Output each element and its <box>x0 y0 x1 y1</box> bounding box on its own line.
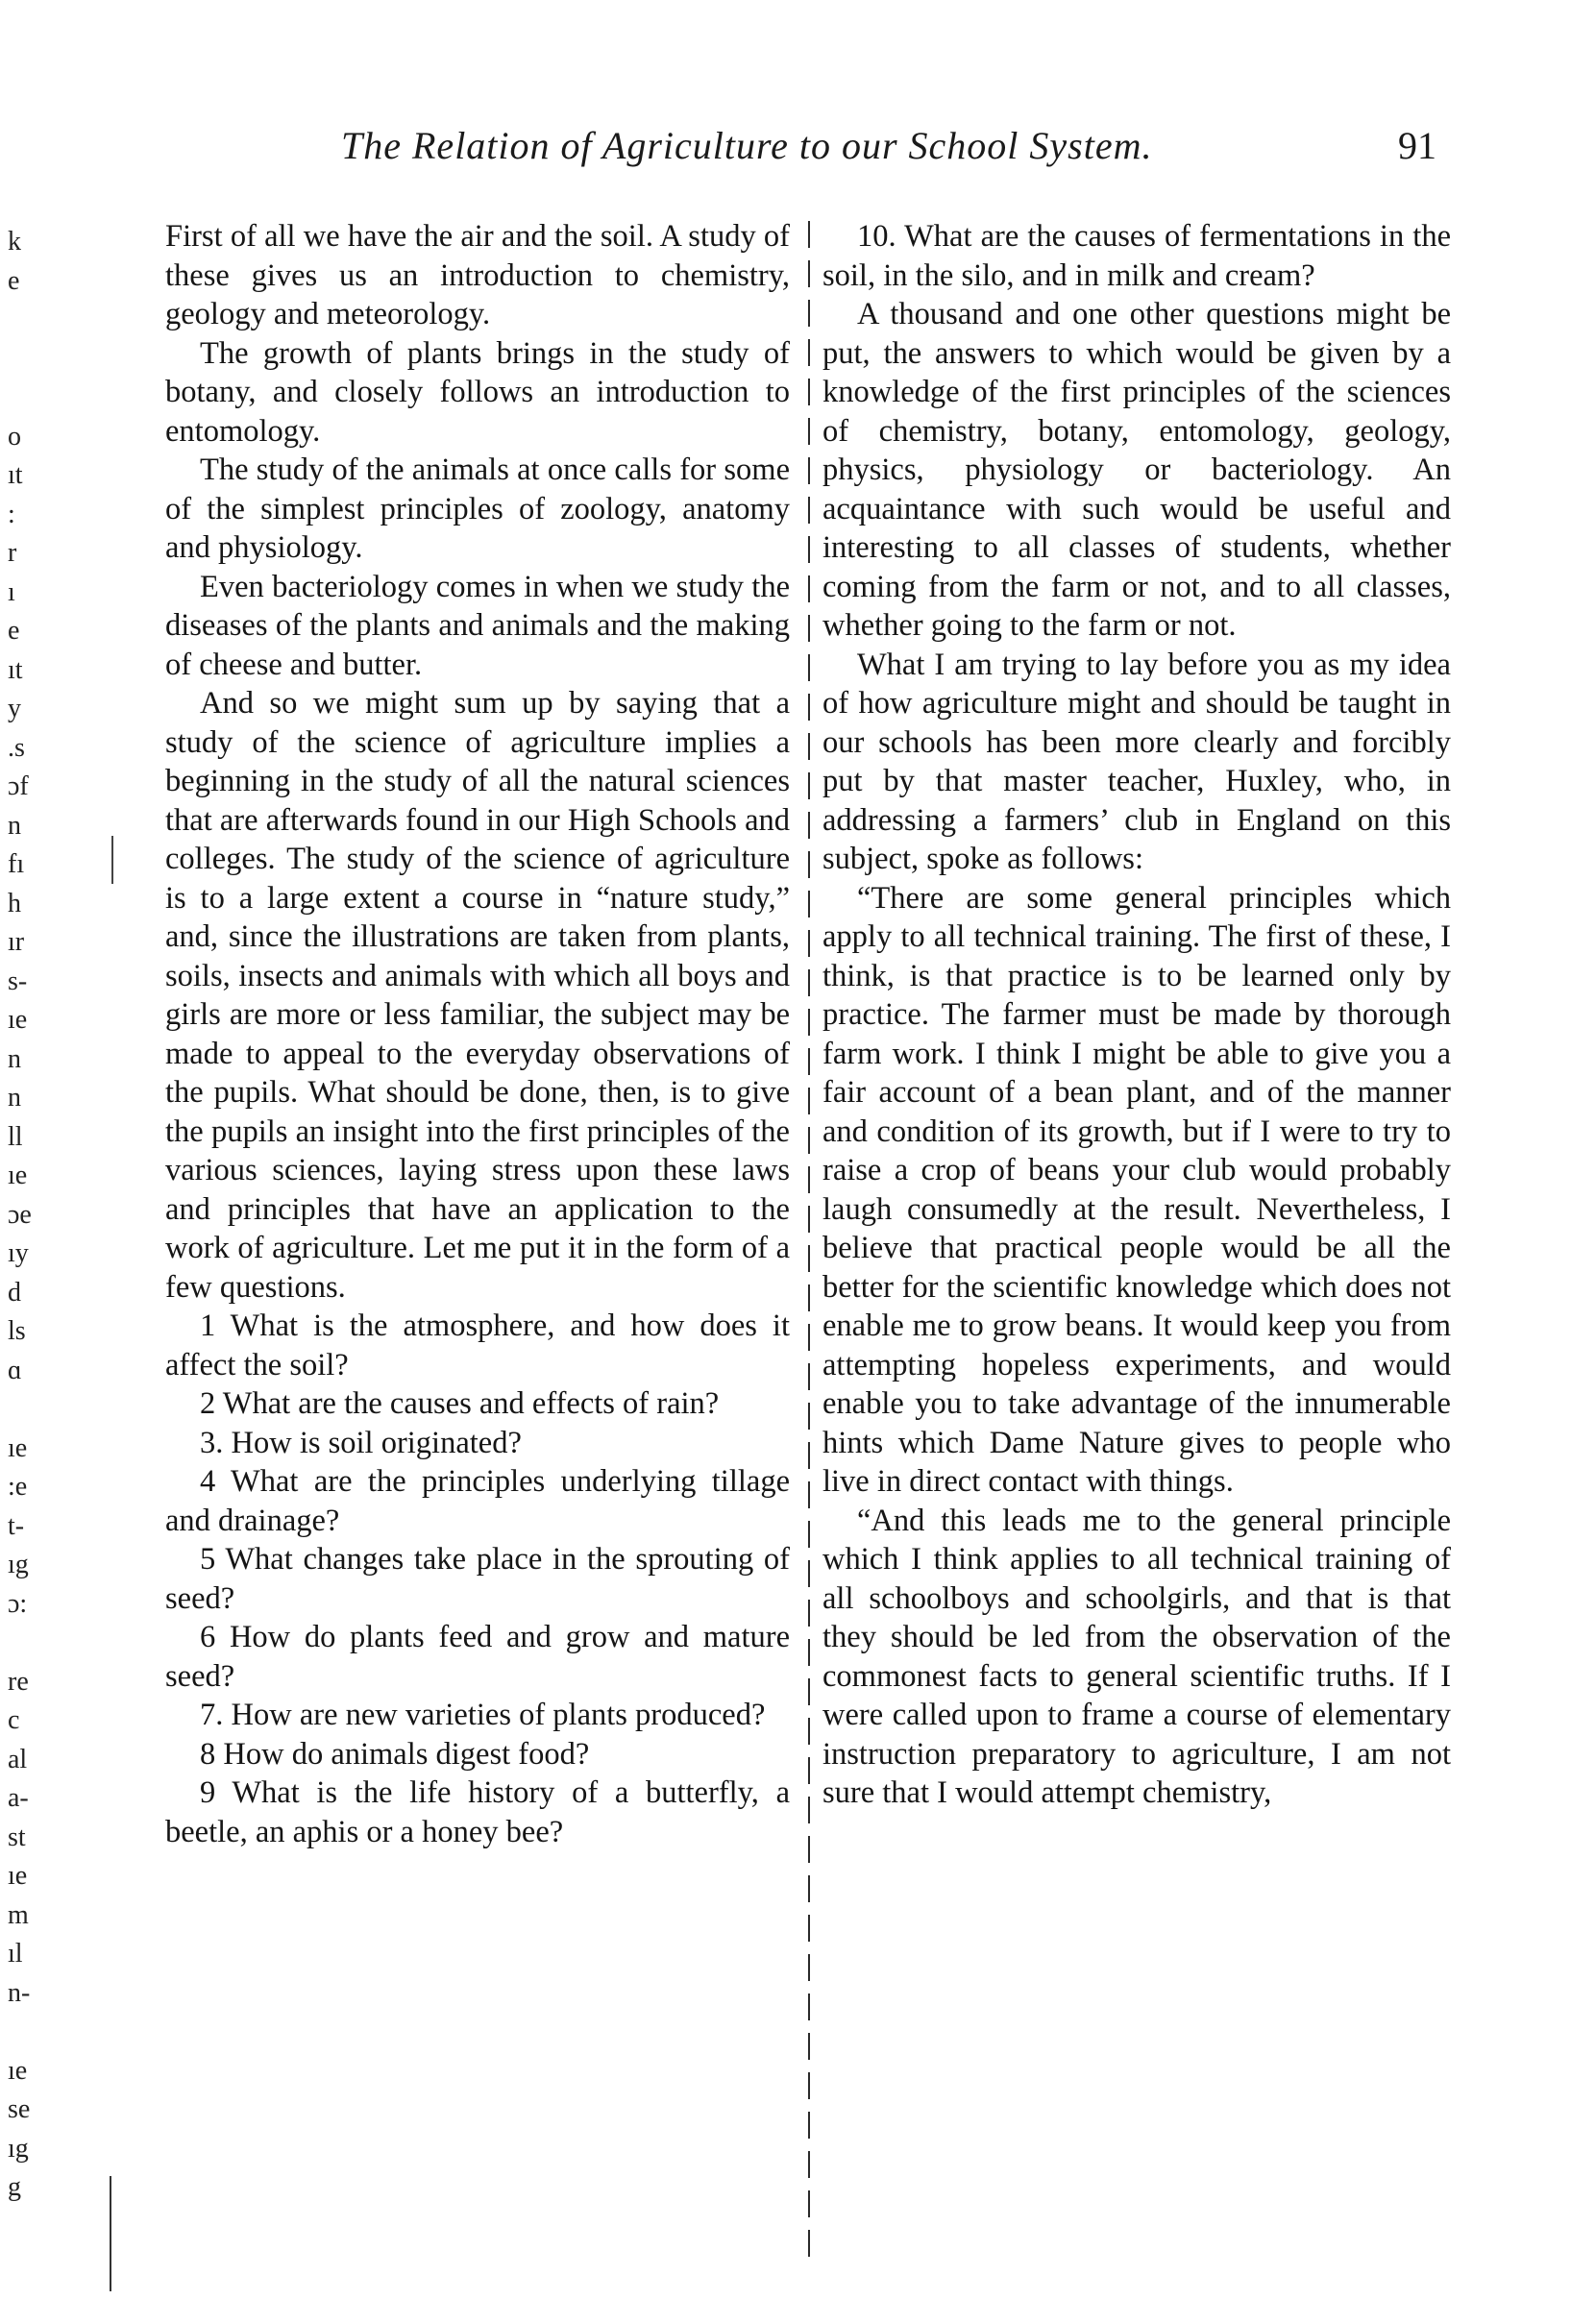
question-item: 3. How is soil originated? <box>200 1425 522 1460</box>
left-column <box>165 217 790 1851</box>
question-item: 6 How do plants feed and grow and mature seed? <box>165 1620 790 1694</box>
margin-fragment <box>8 2013 94 2052</box>
margin-fragment: : <box>8 499 15 529</box>
margin-fragment: ɑ <box>8 1355 22 1385</box>
quotation: “There are some general principles which apply to all technical training. The first of these, I think, is that practice is to be learned only by practice. The farmer must be made by thorough farm work. I think I might be able to give you a fair account of a bean plant, and of the manner and condition of its growth, but if I were to try to raise a crop of beans your club would probably laugh consumedly at the result. Nevertheless, I believe that practical people would be all the better for the scientific knowledge which does not enable me to grow beans. It would keep you from attempting hopeless experiments, and would enable you to take advantage of the innumerable hints which Dame Nature gives to people who live in direct contact with things. <box>822 880 1451 1499</box>
margin-fragment: o <box>8 421 21 452</box>
margin-fragment: c <box>8 1705 20 1735</box>
margin-fragment: re <box>8 1666 29 1697</box>
running-title: The Relation of Agriculture to our School System. <box>341 124 1153 167</box>
question-item: 5 What changes take place in the sprouting of seed? <box>165 1542 790 1616</box>
margin-fragment <box>8 301 94 340</box>
paragraph: And so we might sum up by saying that a study of the science of agriculture implies a beginning in the study of all the natural sciences that are afterwards found in our High Schools and colleges. The study of the science of agriculture is to a large extent a course in “nature study,” and, since the illustrations are taken from plants, soils, insects and animals with which all boys and girls are more or less familiar, the subject may be made to appeal to the everyday observations of the pupils. What should be done, then, is to give the pupils an insight into the first principles of the various sciences, laying stress upon these laws and principles that have an application to the work of agriculture. Let me put it in the form of a few questions. <box>165 686 790 1305</box>
paragraph: The growth of plants brings in the study of botany, and closely follows an introduction to entomology. <box>165 335 790 449</box>
margin-fragment: ıg <box>8 2133 29 2164</box>
margin-fragment <box>8 1390 94 1430</box>
margin-fragment: a- <box>8 1783 29 1813</box>
margin-fragment: ɔ: <box>8 1588 28 1619</box>
margin-fragment: ıe <box>8 2055 28 2086</box>
question-item: 4 What are the principles underlying tillage and drainage? <box>165 1464 790 1538</box>
paragraph: The study of the animals at once calls for some of the simplest principles of zoology, anatomy and physiology. <box>165 453 790 565</box>
margin-fragment: ıt <box>8 460 23 490</box>
margin-fragment: g <box>8 2172 21 2202</box>
margin-fragment: n- <box>8 1977 31 2008</box>
margin-fragment <box>8 379 94 418</box>
margin-fragment <box>8 1624 94 1663</box>
paragraph: Even bacteriology comes in when we study the diseases of the plants and animals and the making of cheese and butter. <box>165 569 790 682</box>
quotation: “And this leads me to the general principle which I think applies to all technical training of all schoolboys and schoolgirls, and that is that they should be led from the observation of the commonest facts to general scientific truths. If I were called upon to frame a course of elementary instruction preparatory to agriculture, I am not sure that I would attempt chemistry, <box>822 1503 1451 1810</box>
margin-fragment: ıg <box>8 1550 29 1579</box>
margin-mark <box>110 2176 111 2291</box>
paragraph: What I am trying to lay before you as my idea of how agriculture might and should be taught in our schools has been more clearly and forcibly put by that master teacher, Huxley, who, in addressing a farmers’ club in England on this subject, spoke as follows: <box>822 647 1451 876</box>
margin-fragment: ı <box>8 576 15 607</box>
margin-fragment: h <box>8 888 21 918</box>
margin-fragment: ıe <box>8 1432 28 1463</box>
margin-fragment: ır <box>8 927 25 957</box>
margin-fragment: m <box>8 1899 29 1930</box>
margin-fragment: .s <box>8 732 25 763</box>
margin-fragment: al <box>8 1744 28 1774</box>
margin-fragment: r <box>8 538 17 568</box>
question-item: 1 What is the atmosphere, and how does it affect the soil? <box>165 1309 790 1382</box>
margin-fragment: d <box>8 1277 21 1308</box>
margin-fragment: fı <box>8 849 25 879</box>
margin-mark <box>111 836 113 884</box>
margin-fragment: t- <box>8 1510 25 1541</box>
question-item: 2 What are the causes and effects of rain? <box>200 1386 720 1421</box>
margin-fragment: e <box>8 265 20 296</box>
margin-fragment: y <box>8 694 21 723</box>
paragraph: First of all we have the air and the soil. A study of these gives us an introduction to chemistry, geology and meteorology. <box>165 219 790 331</box>
margin-fragment: e <box>8 616 20 646</box>
left-margin-bleed-text <box>8 223 94 2208</box>
right-column <box>822 217 1451 1813</box>
margin-fragment: ıe <box>8 1161 28 1190</box>
margin-fragment: ıe <box>8 1861 28 1891</box>
margin-fragment: ıe <box>8 1005 28 1035</box>
margin-fragment: ıt <box>8 654 23 685</box>
paragraph: A thousand and one other questions might be put, the answers to which would be given by a knowledge of the first principles of the sciences of chemistry, botany, entomology, geology, physics, physiology or bacteriology. An acquaintance with such would be useful and interesting to all classes of students, whether coming from the farm or not, and to all classes, whether going to the farm or not. <box>822 297 1451 643</box>
margin-fragment: ll <box>8 1121 23 1152</box>
page-number: 91 <box>1398 124 1436 167</box>
column-divider <box>808 221 810 2258</box>
question-item: 9 What is the life history of a butterfly, a beetle, an aphis or a honey bee? <box>165 1775 790 1849</box>
margin-fragment: n <box>8 1043 21 1074</box>
margin-fragment: st <box>8 1822 26 1852</box>
margin-fragment: ɔf <box>8 771 29 801</box>
question-item: 8 How do animals digest food? <box>200 1736 590 1772</box>
margin-fragment: n <box>8 810 21 841</box>
margin-fragment: ıl <box>8 1939 23 1969</box>
margin-fragment: :e <box>8 1472 28 1502</box>
margin-fragment: ıy <box>8 1238 29 1268</box>
question-item: 10. What are the causes of fermentations in the soil, in the silo, and in milk and cream? <box>822 219 1451 293</box>
margin-fragment <box>8 340 94 379</box>
margin-fragment: ɔe <box>8 1199 32 1230</box>
margin-fragment: ls <box>8 1316 26 1346</box>
margin-fragment: n <box>8 1083 21 1113</box>
margin-fragment: se <box>8 2094 31 2124</box>
margin-fragment: s- <box>8 966 28 996</box>
question-item: 7. How are new varieties of plants produced? <box>200 1698 766 1732</box>
margin-fragment: k <box>8 227 21 257</box>
